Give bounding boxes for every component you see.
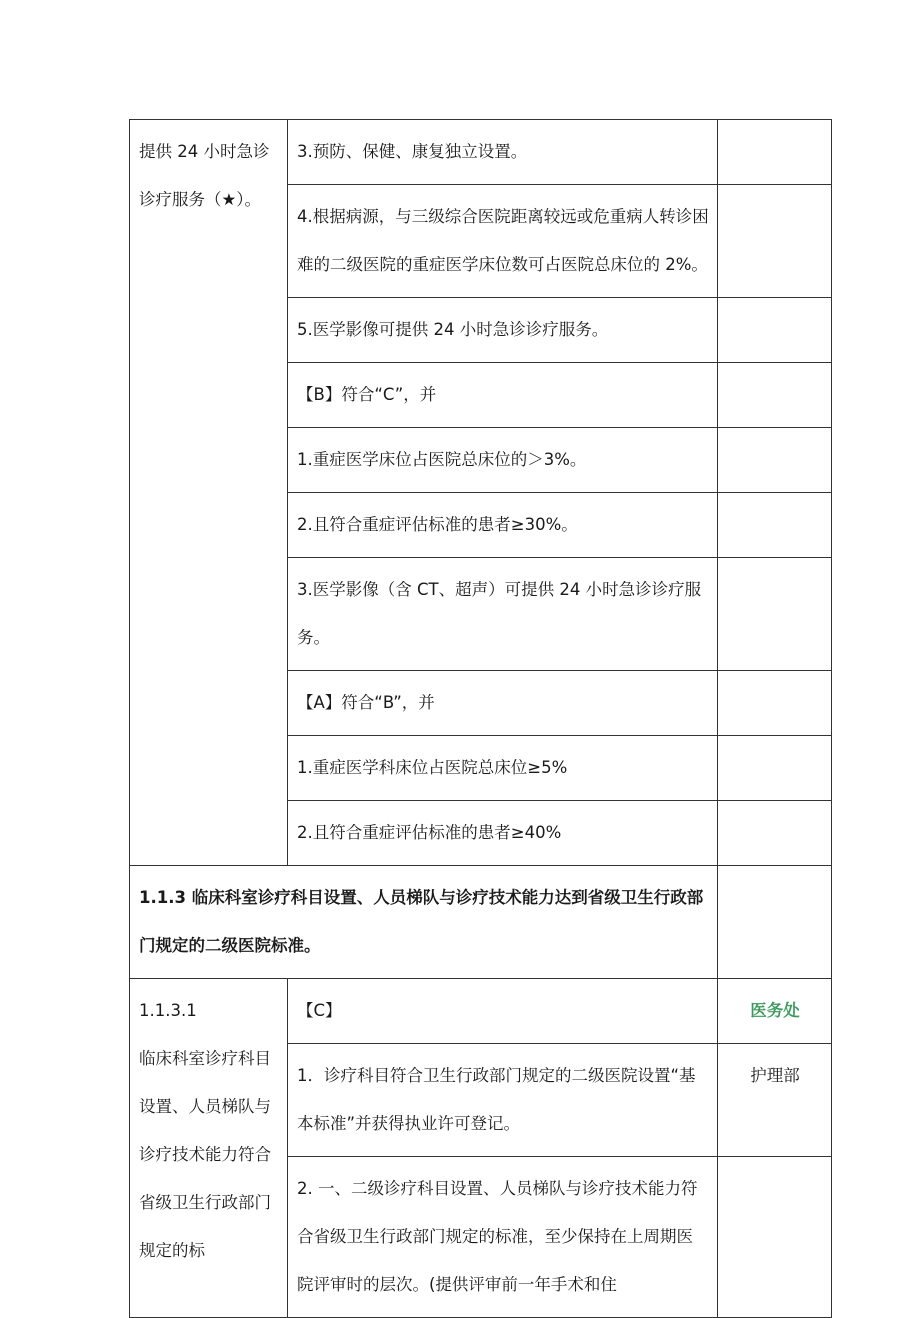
department-cell <box>718 493 832 558</box>
department-cell <box>718 428 832 493</box>
requirement-cell: 1.重症医学床位占医院总床位的＞3%。 <box>288 428 718 493</box>
department-cell <box>718 1157 832 1318</box>
item-title: 临床科室诊疗科目设置、人员梯队与诊疗技术能力符合省级卫生行政部门规定的标 <box>139 1049 271 1260</box>
requirement-cell: 2.且符合重症评估标准的患者≥30%。 <box>288 493 718 558</box>
department-cell <box>718 558 832 671</box>
criterion-cell <box>130 120 288 866</box>
requirement-cell: 2. 一、二级诊疗科目设置、人员梯队与诊疗技术能力符合省级卫生行政部门规定的标准，至少保持在上周期医院评审时的层次。(提供评审前一年手术和住 <box>288 1157 718 1318</box>
department-secondary: 护理部 <box>718 1044 832 1157</box>
requirement-cell: 1.重症医学科床位占医院总床位≥5% <box>288 736 718 801</box>
requirement-cell: 1．诊疗科目符合卫生行政部门规定的二级医院设置“基本标准”并获得执业许可登记。 <box>288 1044 718 1157</box>
department-primary: 医务处 <box>718 979 832 1044</box>
criterion-text: 提供 24 小时急诊诊疗服务（★）。 <box>139 142 270 209</box>
department-cell <box>718 120 832 185</box>
requirement-cell: 2.且符合重症评估标准的患者≥40% <box>288 801 718 866</box>
grade-a-cell: 【A】符合“B”，并 <box>288 671 718 736</box>
standards-table <box>129 119 832 1318</box>
department-cell <box>718 866 832 979</box>
item-code: 1.1.3.1 <box>139 1001 197 1020</box>
requirement-cell: 3.预防、保健、康复独立设置。 <box>288 120 718 185</box>
section-heading-row <box>130 866 832 979</box>
department-cell <box>718 185 832 298</box>
item-cell <box>130 979 288 1318</box>
requirement-cell: 3.医学影像（含 CT、超声）可提供 24 小时急诊诊疗服务。 <box>288 558 718 671</box>
department-cell <box>718 801 832 866</box>
department-cell <box>718 671 832 736</box>
table-row <box>130 979 832 1044</box>
requirement-cell: 5.医学影像可提供 24 小时急诊诊疗服务。 <box>288 298 718 363</box>
department-cell <box>718 363 832 428</box>
department-cell <box>718 736 832 801</box>
department-cell <box>718 298 832 363</box>
table-row <box>130 120 832 185</box>
section-heading: 1.1.3 临床科室诊疗科目设置、人员梯队与诊疗技术能力达到省级卫生行政部门规定的二级医院标准。 <box>130 866 718 979</box>
requirement-cell: 4.根据病源，与三级综合医院距离较远或危重病人转诊困难的二级医院的重症医学床位数可占医院总床位的 2%。 <box>288 185 718 298</box>
grade-c-cell: 【C】 <box>288 979 718 1044</box>
grade-b-cell: 【B】符合“C”，并 <box>288 363 718 428</box>
